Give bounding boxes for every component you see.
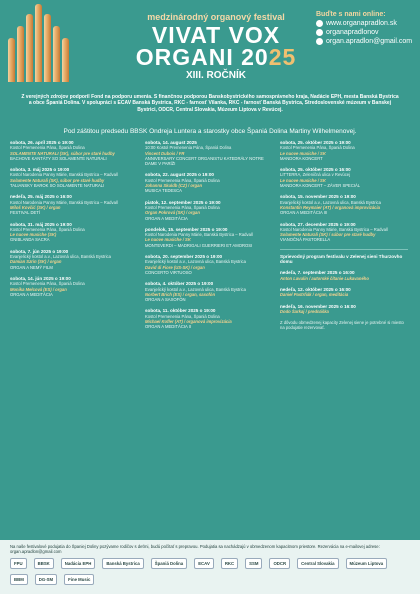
partner-logos [10, 558, 410, 585]
event-item: sobota, 15. november 2025 o 19:00 Evanjelický kostol a.v., Lazovná ulica, Banská Bystrica Konstantin Reymaier (AT) / organová improvizácia ORGAN A MEDITÁCIA III [280, 194, 381, 216]
online-links [316, 10, 416, 46]
event-item: sobota, 25. október 2025 o 16:00 LITTERRA, Zeleničná ulica v Revúcej Le nuove musiche / SK MANDORA KONCERT – ZÁVER SPECIÁL [280, 167, 361, 189]
event-item: pondelok, 15. september 2025 o 19:00 Kostol Narodenia Panny Márie, Banská Bystrica – Radvaň Le nuove musiche / SK MONTEVERDI – MADRIGALI GUERRIERI ET AMOROSI [145, 226, 254, 248]
event-item: sobota, 7. jún 2025 o 19:00 Evanjelický kostol a.v., Lazovná ulica, Banská Bystrica Damian Szrin (SK) / organ ORGAN A NEMÝ FILM [10, 248, 111, 270]
partner-logo: Banská Bystrica [102, 558, 143, 569]
patronage-line: Pod záštitou predsedu BBSK Ondreja Luntera a starostky obce Španiá Dolina Martiny Wilhelmenovej. [63, 128, 357, 135]
event-item: nedeľa, 16. november 2025 o 16:00 Dodo Šarkaj / prednáška [280, 303, 356, 314]
social-link[interactable]: organapradlonov [316, 28, 416, 37]
footer [0, 540, 420, 594]
divider [280, 249, 408, 250]
edition-label: XIII. ROČNÍK [185, 70, 246, 81]
event-item: sobota, 22. august 2025 o 19:00 Kostol Premenenia Pána, Španiá Dolina Johanna Skuldb (CZ) / organ MUSICA TEDESCA [145, 172, 220, 194]
event-item: sobota, 27. december 2025 o 19:00 Kostol Narodenia Panny Márie, Banská Bystrica – Radvaň Solamente Naturali (SK) / súbor pre staré hudby VIANOČNÁ PASTORELLA [280, 221, 389, 243]
partner-logo: DG-SM [35, 574, 57, 585]
partner-logo: Nadácia EPH [61, 558, 96, 569]
program-column-1 [10, 140, 138, 303]
event-item: sobota, 14. jún 2025 o 19:00 Kostol Premenenia Pána, Španiá Dolina Monika Melcová (ES) / organ ORGAN A MEDITÁCIA [10, 275, 85, 297]
partner-logo: Múzeum Liptova [346, 558, 388, 569]
festival-subtitle: medzinárodný organový festival [147, 12, 285, 22]
event-item: nedeľa, 12. október 2025 o 16:00 Daniel Pastrňák / organ, meditácia [280, 286, 351, 298]
event-item: sobota, 31. máj 2025 o 19:00 Kostol Premenenia Pána, Španiá Dolina Le nuove musiche (SK) GNIBLANDA SACRA [10, 221, 85, 243]
support-intro: Z verejných zdrojov podporil Fond na podporu umenia. S finančnou podporou Banskobystrického samosprávneho kraja, Nadácie EPH, mesta Banská Bystrica a obce Španiá Dolina. V spolupráci s ECAV Banská Bystrica, RKC - farnosť Vilanka, RKC - farnosť Banská Bystrica, Stredoslovenské múzeum v Banskej Bystrici, ODCR, Central Slovakia, Múzeum Liptova v Revúcej. [21, 94, 399, 113]
footer-note: Na naše festivalové podujatia do Španiej Doliny pozývame rodičov s deťmi, budú počítať s prepravou. Podujatia sa nachádzajú v obmedzenom kapacitnom priestore. Rezervácia na e-mailovej adrese: organ.apradlon@gmail.com [10, 544, 380, 555]
partner-logo: Fine Music [64, 574, 94, 585]
web-link[interactable]: www.organapradlon.sk [316, 19, 416, 28]
title-text: ORGANI 20 [135, 44, 269, 70]
email-link[interactable]: organ.apradlon@gmail.com [316, 37, 416, 46]
event-item: nedeľa, 25. máj 2025 o 16:00 Kostol Narodenia Panny Márie, Banská Bystrica – Radvaň Miloš Kovčić (SK) / organ FESTIVAL DETÍ [10, 194, 119, 216]
partner-logo: BBM [10, 574, 28, 585]
festival-title-line2 [96, 44, 336, 71]
event-item: sobota, 26. apríl 2025 o 19:00 Kostol Premenenia Pána, Španiá Dolina SOLAMENTE NATURALI (SK), súbor pre staré hudby BACHOVE KANTÁTY SO SOLAMENTE NATURALI [10, 140, 115, 161]
event-item: sobota, 11. október 2025 o 19:00 Kostol Premenenia Pána, Španiá Dolina Michael Kofler (AT) / organová improvizácia ORGAN A MEDITÁCIA II [145, 308, 232, 330]
partner-logo: Central Slovakia [297, 558, 338, 569]
program-column-2 [145, 140, 273, 336]
festival-title-line1: VIVAT VOX [151, 22, 281, 48]
title-year: 25 [268, 44, 297, 70]
event-item: sobota, 25. október 2025 o 19:00 Kostol Premenenia Pána, Španiá Dolina Le nuove musiche / SK MANDORA KONCERT [280, 140, 355, 161]
header-area [0, 0, 420, 113]
partner-logo: ECAV [194, 558, 214, 569]
partner-logo: ODCR [269, 558, 290, 569]
event-item: sobota, 20. september 2025 o 19:00 Evanjelický kostol a.v., Lazovná ulica, Banská Bystrica David di Fiore (US-SK) / organ CONCERTO VIRTUOSO [145, 254, 246, 275]
globe-icon [316, 20, 323, 27]
side-program-heading: Sprievodný program festivalu v Zelenej sieni Thurzovho domu [280, 253, 403, 265]
partner-logo: BBSK [34, 558, 54, 569]
follow-title: Buďte s nami online: [316, 11, 386, 18]
event-item: sobota, 14. august 2025 10:00 Kostol Premenenia Pána, Španiá Dolina Vincent Dubois / FR ANNIVERSARY CONCERT ORGANISTU KATEDRÁLY NOTRE DAME V PARÍŽI [145, 140, 264, 167]
facebook-icon [316, 29, 323, 36]
partner-logo: RKC [221, 558, 238, 569]
reservation-note: Z dôvodu obmedzenej kapacity Zelenej siene je potrebné si miesto na podujatie rezervovať. [280, 320, 404, 331]
partner-logo: SSM [245, 558, 262, 569]
event-item: piatok, 12. september 2025 o 19:00 Kostol Premenenia Pána, Španiá Dolina Organ Pokrová (SK) / organ ORGAN A MEDITÁCIA [145, 199, 221, 221]
mail-icon [316, 38, 323, 45]
organ-pipes-logo [8, 4, 68, 82]
event-item: nedeľa, 7. september 2025 o 16:00 Anton Lavulin / autorské čítanie Lukavaného [280, 270, 369, 281]
event-item: sobota, 3. máj 2025 o 19:00 Kostol Narodenia Panny Márie, Banská Bystrica – Radvaň Solamente Naturali (SK), súbor pre staré hudby TALIANSKY BAROK SO SOLAMENTE NATURALI [10, 167, 119, 189]
program-column-3 [280, 140, 408, 337]
partner-logo: FPU [10, 558, 27, 569]
event-item: sobota, 4. október 2025 o 19:00 Evanjelický kostol a.v., Lazovná ulica, Banská Bystrica Norbert Brich (ES) / organ, saxofón ORGAN A SAXOFÓN [145, 281, 246, 303]
partner-logo: Španiá Dolina [151, 558, 187, 569]
